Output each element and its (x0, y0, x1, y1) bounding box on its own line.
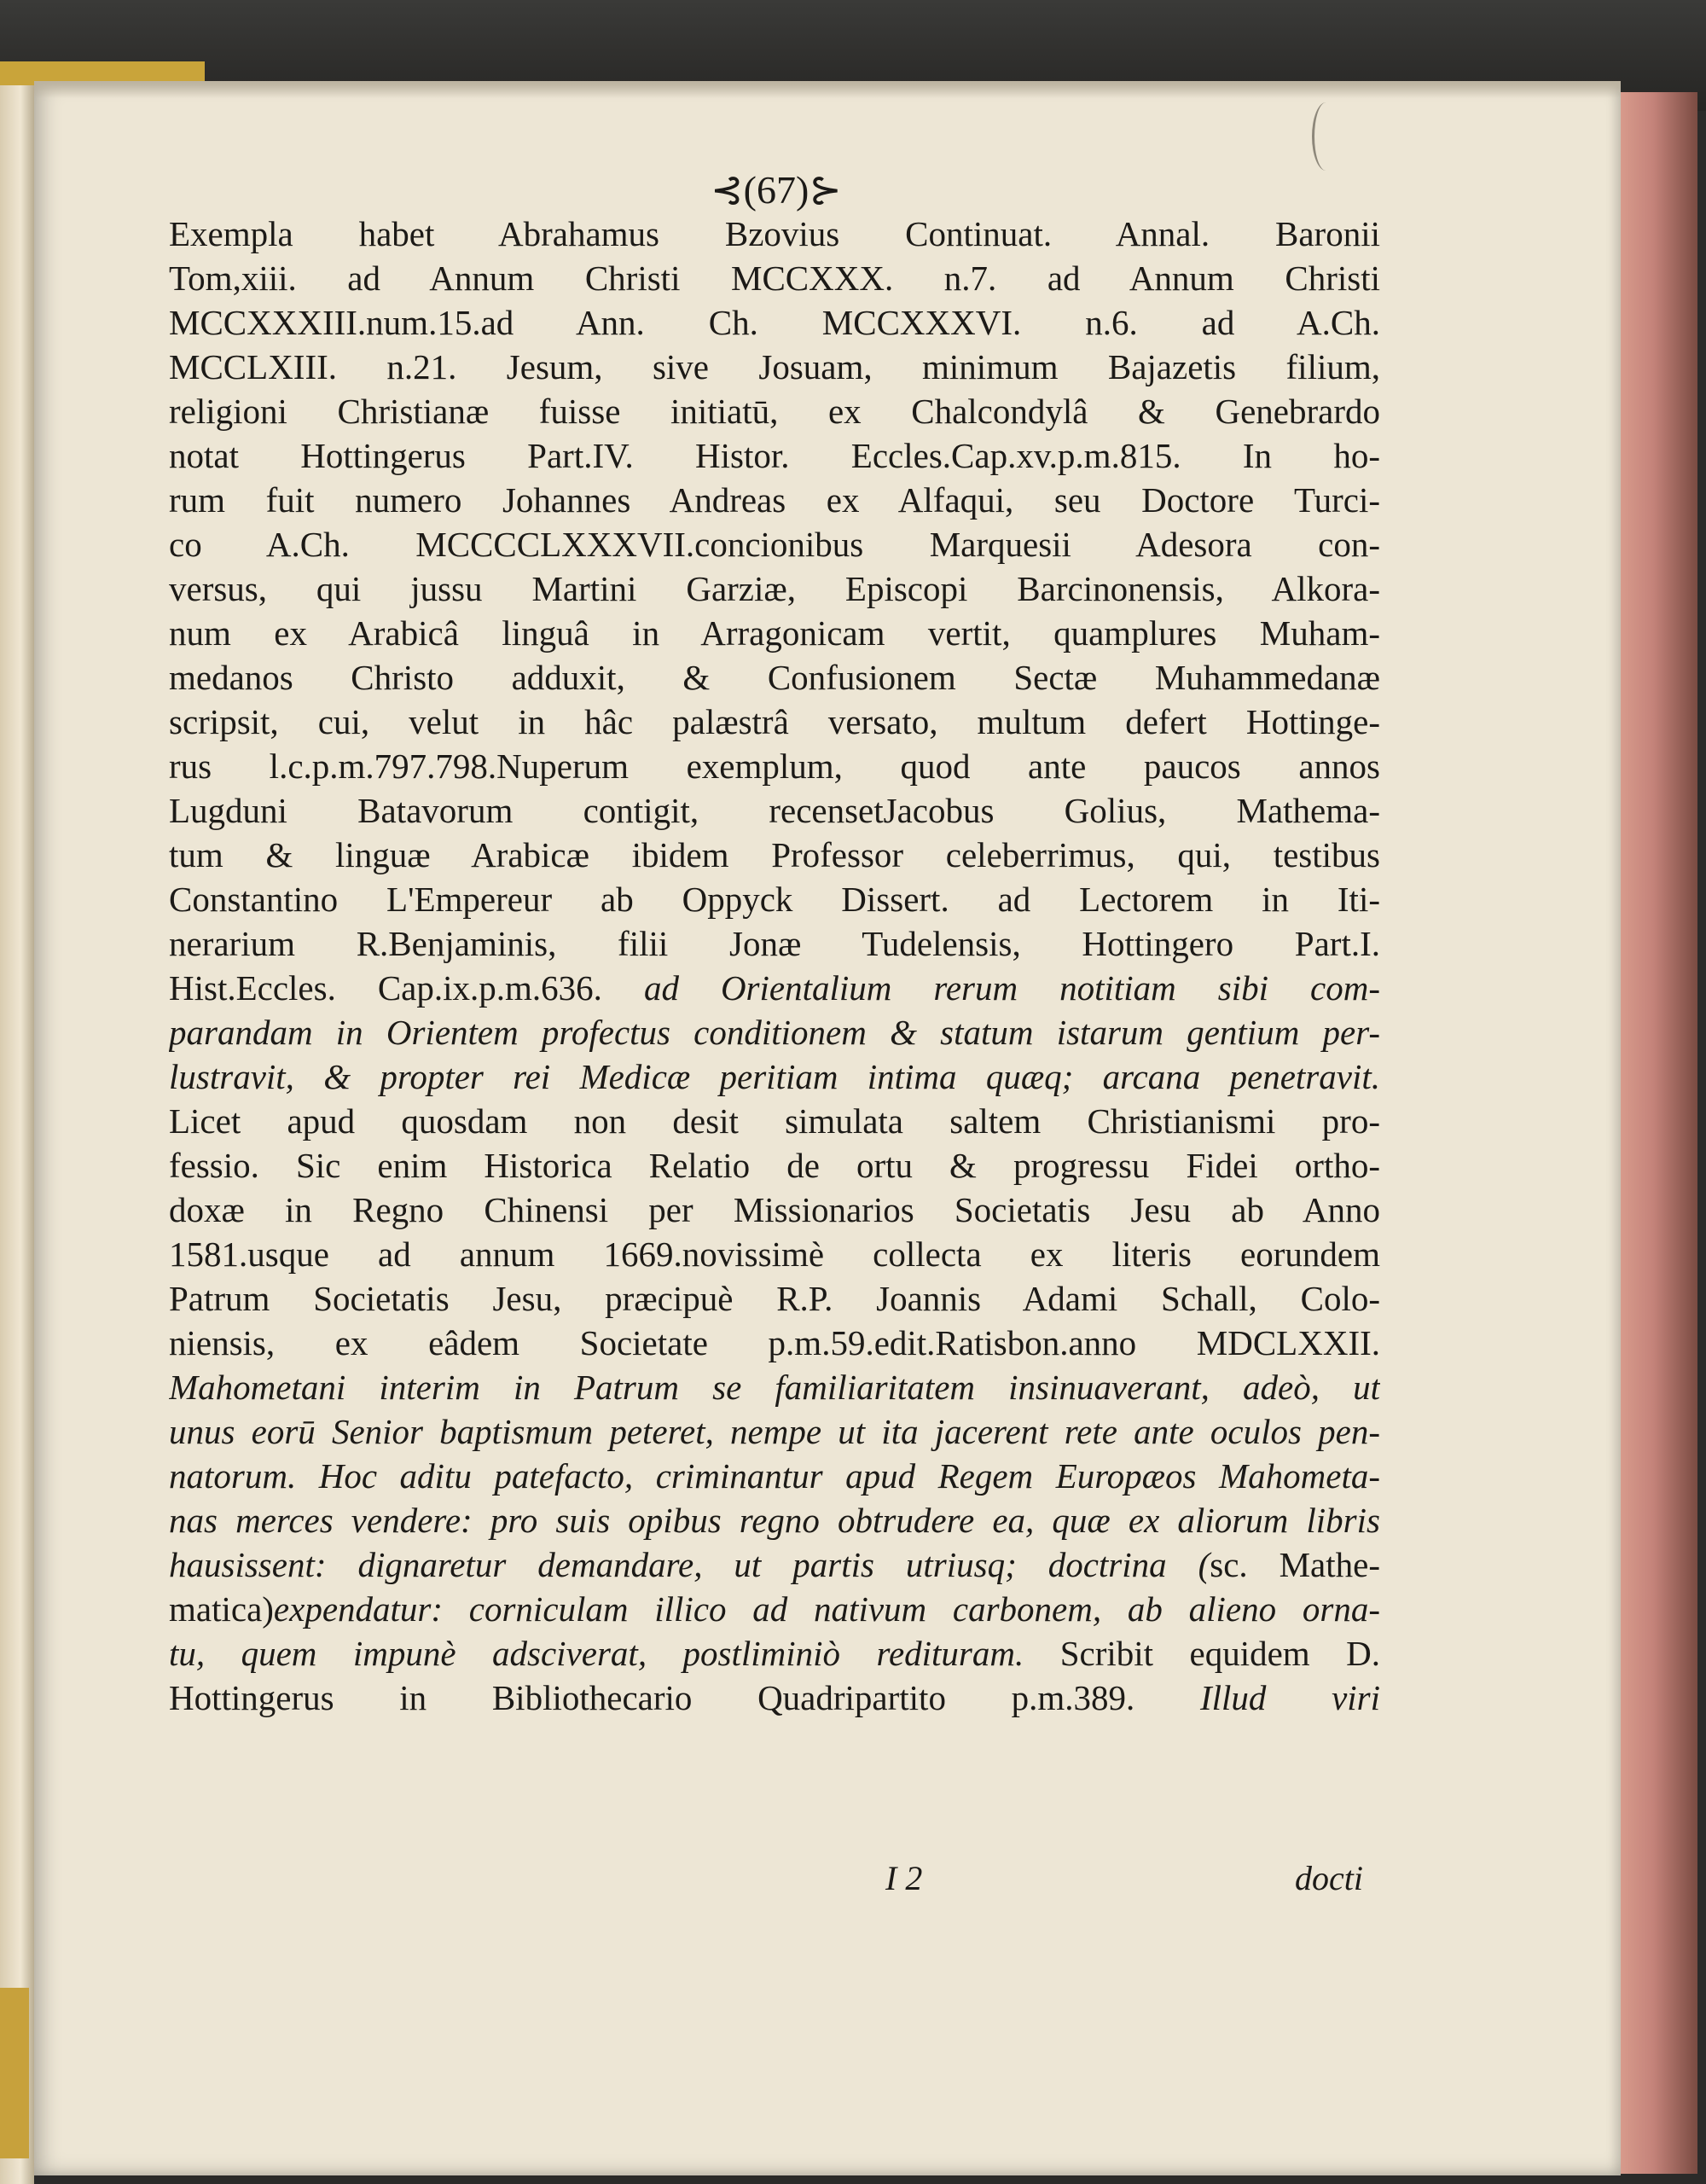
page-header (674, 166, 879, 212)
text-segment: Scribit equidem D. (1059, 1634, 1380, 1673)
text-line: MCCLXIII. n.21. Jesum, sive Josuam, minimum Bajazetis filium, (169, 347, 1380, 386)
header-ornament-left: ⊰ (711, 168, 744, 212)
text-line: Patrum Societatis Jesu, præcipuè R.P. Joannis Adami Schall, Colo- (169, 1279, 1380, 1318)
text-line: scripsit, cui, velut in hâc palæstrâ versato, multum defert Hottinge- (169, 702, 1380, 741)
text-segment: matica) (169, 1589, 274, 1629)
text-line: notat Hottingerus Part.IV. Histor. Eccles.Cap.xv.p.m.815. In ho- (169, 436, 1380, 475)
text-line-mixed (169, 1587, 1380, 1631)
italic-quote-line: nas merces vendere: pro suis opibus regno obtrudere ea, quæ ex aliorum libris (169, 1501, 1380, 1540)
signature-mark: I 2 (885, 1859, 923, 1897)
page-number: (67) (743, 168, 809, 212)
text-line: nerarium R.Benjaminis, filii Jonæ Tudelensis, Hottingero Part.I. (169, 924, 1380, 963)
text-line: Constantino L'Empereur ab Oppyck Dissert. ad Lectorem in Iti- (169, 880, 1380, 919)
text-line: 1581.usque ad annum 1669.novissimè collecta ex literis eorundem (169, 1234, 1380, 1274)
text-line: rum fuit numero Johannes Andreas ex Alfaqui, seu Doctore Turci- (169, 480, 1380, 520)
text-segment: sc. Mathe- (1210, 1545, 1380, 1584)
text-line: religioni Christianæ fuisse initiatū, ex Chalcondylâ & Genebrardo (169, 392, 1380, 431)
text-line: fessio. Sic enim Historica Relatio de ortu & progressu Fidei ortho- (169, 1146, 1380, 1185)
italic-quote-line: Mahometani interim in Patrum se familiaritatem insinuaverant, adeò, ut (169, 1368, 1380, 1407)
text-line: niensis, ex eâdem Societate p.m.59.edit.Ratisbon.anno MDCLXXII. (169, 1323, 1380, 1362)
italic-quote-line: lustravit, & propter rei Medicæ peritiam intima quæq; arcana penetravit. (169, 1057, 1380, 1096)
text-line: tum & linguæ Arabicæ ibidem Professor celeberrimus, qui, testibus (169, 835, 1380, 874)
text-segment: Hist.Eccles. Cap.ix.p.m.636. (169, 968, 602, 1008)
text-line-mixed (169, 966, 1380, 1010)
pencil-mark (1312, 102, 1340, 171)
italic-quote-segment: ad Orientalium rerum notitiam sibi com- (643, 968, 1380, 1008)
page-top-shadow (34, 81, 1621, 98)
italic-quote-segment: hausissent: dignaretur demandare, ut partis utriusq; doctrina ( (169, 1545, 1210, 1584)
text-line: num ex Arabicâ linguâ in Arragonicam vertit, quamplures Muham- (169, 613, 1380, 653)
text-line: versus, qui jussu Martini Garziæ, Episcopi Barcinonensis, Alkora- (169, 569, 1380, 608)
text-line-mixed (169, 1676, 1380, 1720)
text-line: rus l.c.p.m.797.798.Nuperum exemplum, quod ante paucos annos (169, 746, 1380, 786)
italic-quote-line: parandam in Orientem profectus conditionem & statum istarum gentium per- (169, 1013, 1380, 1052)
text-line: MCCXXXIII.num.15.ad Ann. Ch. MCCXXXVI. n.6. ad A.Ch. (169, 303, 1380, 342)
italic-quote-line: unus eorū Senior baptismum peteret, nempe ut ita jacerent rete ante oculos pen- (169, 1412, 1380, 1451)
left-page-gilt (0, 1988, 29, 2158)
italic-quote-segment: tu, quem impunè adsciverat, postliminiò redituram. (169, 1634, 1024, 1673)
italic-quote-line: natorum. Hoc aditu patefacto, criminantur apud Regem Europæos Mahometa- (169, 1456, 1380, 1496)
text-line: Tom,xiii. ad Annum Christi MCCXXX. n.7. ad Annum Christi (169, 258, 1380, 298)
text-line: Exempla habet Abrahamus Bzovius Continuat. Annal. Baronii (169, 214, 1380, 253)
text-line-mixed (169, 1542, 1380, 1587)
left-page-edge (0, 85, 34, 2184)
text-line: Licet apud quosdam non desit simulata saltem Christianismi pro- (169, 1101, 1380, 1141)
text-segment: Hottingerus in Bibliothecario Quadripartito p.m.389. (169, 1678, 1135, 1717)
text-line: co A.Ch. MCCCCLXXXVII.concionibus Marquesii Adesora con- (169, 525, 1380, 564)
header-ornament-right: ⊱ (809, 168, 842, 212)
body-text (169, 212, 1380, 1720)
italic-quote-segment: expendatur: corniculam illico ad nativum carbonem, ab alieno orna- (273, 1589, 1380, 1629)
text-line: medanos Christo adduxit, & Confusionem Sectæ Muhammedanæ (169, 658, 1380, 697)
text-line-mixed (169, 1631, 1380, 1676)
text-line: doxæ in Regno Chinensi per Missionarios Societatis Jesu ab Anno (169, 1190, 1380, 1229)
catchword: docti (1295, 1859, 1363, 1897)
italic-quote-segment: Illud viri (1199, 1678, 1380, 1717)
text-line: Lugduni Batavorum contigit, recensetJacobus Golius, Mathema- (169, 791, 1380, 830)
